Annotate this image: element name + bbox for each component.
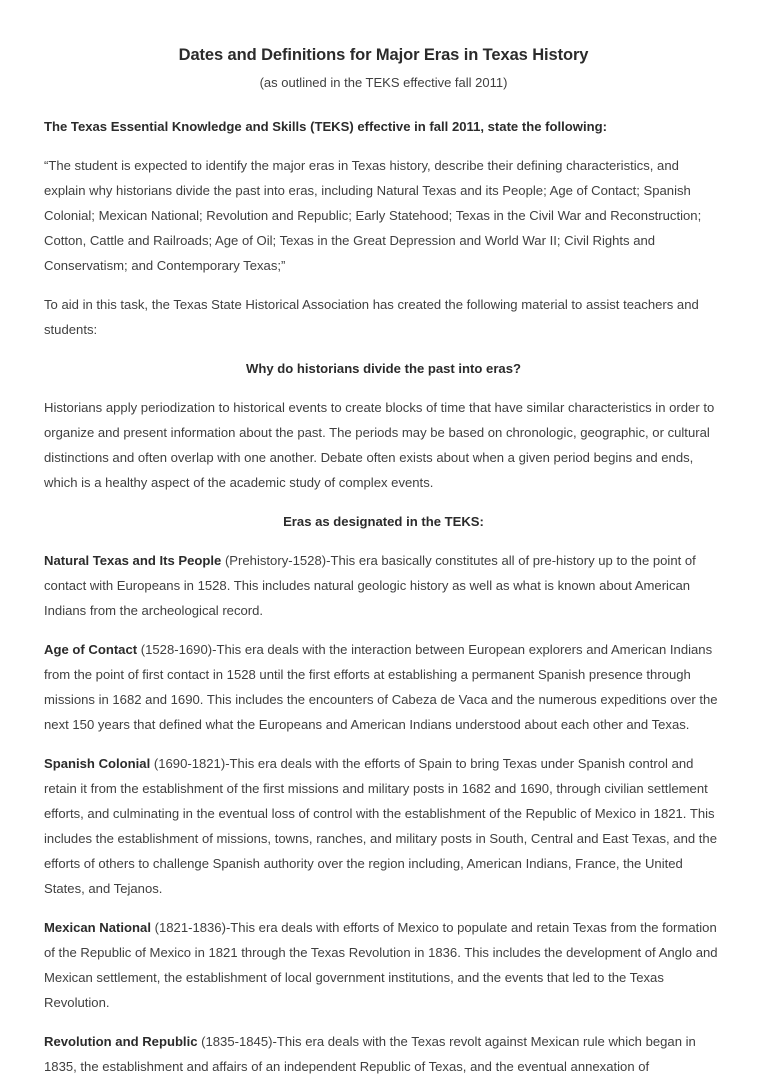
spacer <box>44 495 723 509</box>
page-subtitle: (as outlined in the TEKS effective fall 2011) <box>259 75 508 90</box>
spacer <box>44 139 723 153</box>
era-description: (1690-1821)-This era deals with the efforts of Spain to bring Texas under Spanish control and retain it from the establishment of the first missions and military posts in 1682 and 1690, through civilian settlement efforts, and culminating in the eventual loss of control with the establishment of the Republic of Mexico in 1821. This includes the establishment of missions, towns, ranches, and military posts in South, Central and East Texas, and the efforts of others to challenge Spanish authority over the region including, American Indians, France, the United States, and Tejanos. <box>44 756 717 896</box>
era-entry <box>44 637 723 737</box>
spacer <box>44 623 723 637</box>
spacer <box>44 93 723 114</box>
heading-why-historians-divide: Why do historians divide the past into eras? <box>245 361 521 376</box>
era-description: (1528-1690)-This era deals with the interaction between European explorers and American Indians from the point of first contact in 1528 until the first efforts at establishing a permanent Spanish presence through missions in 1682 and 1690. This includes the encounters of Cabeza de Vaca and the numerous expeditions over the next 150 years that defined what the Europeans and American Indians understood about each other and Texas. <box>44 642 718 732</box>
spacer <box>44 901 723 915</box>
spacer <box>44 381 723 395</box>
era-term: Mexican National <box>44 920 151 935</box>
era-description: (Prehistory-1528)-This era basically constitutes all of pre-history up to the point of contact with Europeans in 1528. This includes natural geologic history as well as what is known about American Indians from the archeological record. <box>44 553 696 618</box>
teks-quote-paragraph: “The student is expected to identify the major eras in Texas history, describe their defining characteristics, and explain why historians divide the past into eras, including Natural Texas and its People; Age of Contact; Spanish Colonial; Mexican National; Revolution and Republic; Early Statehood; Texas in the Civil War and Reconstruction; Cotton, Cattle and Railroads; Age of Oil; Texas in the Great Depression and World War II; Civil Rights and Conservatism; and Contemporary Texas;” <box>44 158 702 273</box>
era-term: Spanish Colonial <box>44 756 151 771</box>
page-title: Dates and Definitions for Major Eras in Texas History <box>178 46 589 64</box>
era-entry <box>44 1029 723 1079</box>
era-term: Age of Contact <box>44 642 138 657</box>
era-entry <box>44 548 723 623</box>
periodization-paragraph: Historians apply periodization to historical events to create blocks of time that have similar characteristics in order to organize and present information about the past. The periods may be based on chronologic, geographic, or cultural distinctions and often overlap with one another. Debate often exists about when a given period begins and ends, which is a healthy aspect of the academic study of complex events. <box>44 400 715 490</box>
era-description: (1835-1845)-This era deals with the Texas revolt against Mexican rule which began in 1835, the establishment and affairs of an independent Republic of Texas, and the eventual annexation of <box>44 1034 696 1074</box>
spacer <box>44 278 723 292</box>
intro-lead-paragraph <box>44 114 723 139</box>
era-entry <box>44 751 723 901</box>
era-description: (1821-1836)-This era deals with efforts of Mexico to populate and retain Texas from the formation of the Republic of Mexico in 1821 through the Texas Revolution in 1836. This includes the development of Anglo and Mexican settlement, the establishment of local government institutions, and the events that led to the Texas Revolution. <box>44 920 718 1010</box>
intro-lead-text: The Texas Essential Knowledge and Skills (TEKS) effective in fall 2011, state the following: <box>44 119 607 134</box>
spacer <box>44 534 723 548</box>
heading-eras-as-designated: Eras as designated in the TEKS: <box>283 514 484 529</box>
era-entry <box>44 915 723 1015</box>
era-term: Natural Texas and Its People <box>44 553 222 568</box>
aid-paragraph: To aid in this task, the Texas State Historical Association has created the following material to assist teachers and students: <box>44 297 699 337</box>
spacer <box>44 342 723 356</box>
era-term: Revolution and Republic <box>44 1034 198 1049</box>
spacer <box>44 737 723 751</box>
spacer <box>44 1015 723 1029</box>
